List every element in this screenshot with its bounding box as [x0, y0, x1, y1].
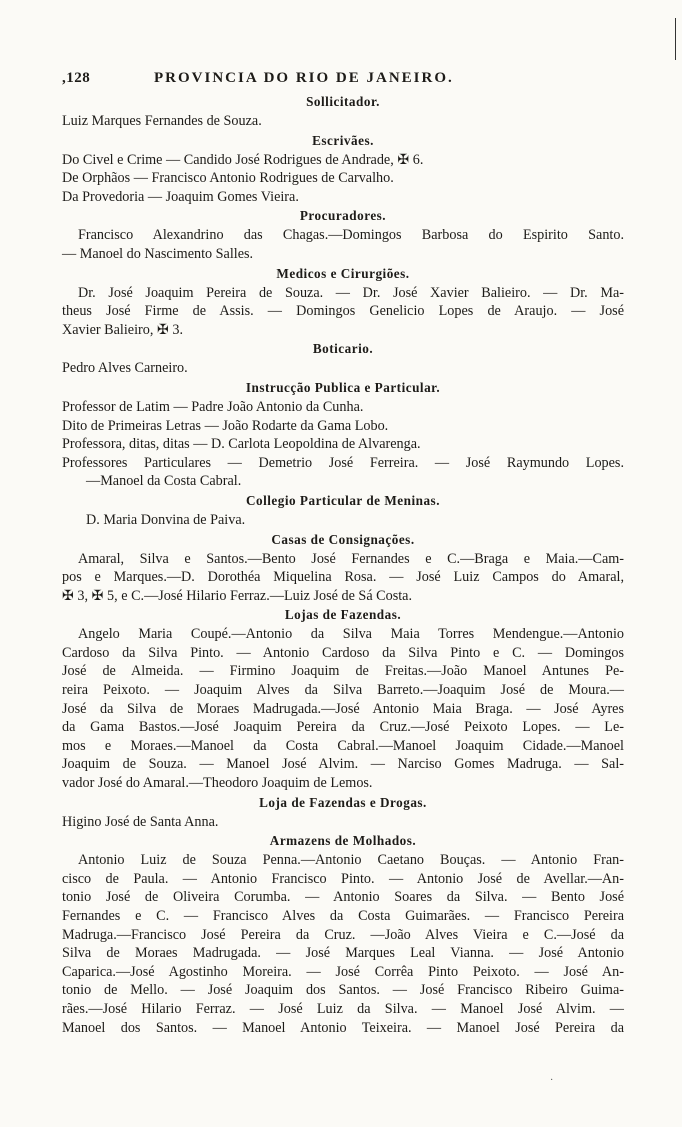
text-line: Cardoso da Silva Pinto. — Antonio Cardoso da Silva Pinto e C. — Domingos	[62, 644, 624, 661]
section-heading: Boticario.	[312, 341, 374, 357]
body-text	[62, 92, 624, 1037]
text-line: Silva de Moraes Madrugada. — José Marques Leal Vianna. — José Antonio	[62, 945, 624, 962]
text-line: D. Maria Donvina de Paiva.	[86, 511, 246, 528]
stray-ink-mark: ·	[550, 1075, 554, 1086]
text-line: Joaquim de Souza. — Manoel José Alvim. — Narciso Gomes Madruga. — Sal-	[62, 756, 624, 773]
text-line: tonio José de Oliveira Corumba. — Antonio Soares da Silva. — Bento José	[62, 889, 624, 906]
text-line: ✠ 3, ✠ 5, e C.—José Hilario Ferraz.—Luiz José de Sá Costa.	[62, 587, 413, 604]
text-line: Dr. José Joaquim Pereira de Souza. — Dr. José Xavier Balieiro. — Dr. Ma-	[78, 284, 624, 301]
text-line: tonio de Mello. — José Joaquim dos Santos. — José Francisco Ribeiro Guima-	[62, 982, 624, 999]
text-line: Fernandes e C. — Francisco Alves da Costa Guimarães. — Francisco Pereira	[62, 908, 624, 924]
text-line: Pedro Alves Carneiro.	[62, 360, 188, 377]
text-line: Da Provedoria — Joaquim Gomes Vieira.	[62, 188, 299, 205]
section-heading: Sollicitador.	[306, 94, 380, 109]
section-heading: Armazens de Molhados.	[269, 833, 417, 849]
text-line: reira Peixoto. — Joaquim Alves da Silva Barreto.—Joaquim José de Moura.—	[62, 682, 624, 699]
text-line: José de Almeida. — Firmino Joaquim de Freitas.—João Manoel Antunes Pe-	[62, 663, 624, 680]
section-heading: Procuradores.	[299, 208, 387, 224]
section-heading: Medicos e Cirurgiões.	[276, 265, 410, 281]
text-line: Francisco Alexandrino das Chagas.—Domingos Barbosa do Espirito Santo.	[78, 227, 624, 244]
text-line: De Orphãos — Francisco Antonio Rodrigues de Carvalho.	[62, 170, 394, 187]
text-line: da Gama Bastos.—José Joaquim Pereira da Cruz.—José Peixoto Lopes. — Le-	[62, 719, 624, 736]
text-line: pos e Marques.—D. Dorothéa Miquelina Rosa. — José Luiz Campos do Amaral,	[62, 569, 624, 586]
section-heading: Collegio Particular de Meninas.	[245, 492, 440, 508]
text-line: mos e Moraes.—Manoel da Costa Cabral.—Manoel Joaquim Cidade.—Manoel	[62, 737, 624, 754]
text-line: Xavier Balieiro, ✠ 3.	[62, 321, 184, 338]
text-line: rães.—José Hilario Ferraz. — José Luiz da Silva. — Manoel José Alvim. —	[62, 1000, 624, 1017]
text-line: — Manoel do Nascimento Salles.	[62, 245, 254, 262]
section-heading: Casas de Consignações.	[271, 531, 415, 547]
running-title: PROVINCIA DO RIO DE JANEIRO.	[154, 70, 454, 86]
text-line: Antonio Luiz de Souza Penna.—Antonio Caetano Bouças. — Antonio Fran-	[78, 852, 624, 869]
text-line: Luiz Marques Fernandes de Souza.	[62, 113, 262, 129]
section-heading: Escrivães.	[312, 132, 374, 148]
text-line: Professor de Latim — Padre João Antonio da Cunha.	[62, 398, 364, 415]
document-page	[62, 70, 624, 1037]
text-line: Madruga.—Francisco José Pereira da Cruz. —João Alves Vieira e C.—José da	[62, 926, 624, 943]
text-line: Caparica.—José Agostinho Moreira. — José Corrêa Pinto Peixoto. — José An-	[62, 963, 624, 980]
section-heading: Lojas de Fazendas.	[284, 607, 402, 623]
text-line: Dito de Primeiras Letras — João Rodarte da Gama Lobo.	[62, 417, 389, 434]
margin-rule	[675, 18, 676, 60]
text-line: Amaral, Silva e Santos.—Bento José Fernandes e C.—Braga e Maia.—Cam-	[78, 550, 624, 567]
page-number: ,128	[62, 70, 91, 86]
running-head	[62, 70, 624, 92]
text-line: Professora, ditas, ditas — D. Carlota Leopoldina de Alvarenga.	[62, 436, 421, 453]
text-line: cisco de Paula. — Antonio Francisco Pinto. — Antonio José de Avellar.—An-	[62, 870, 624, 887]
text-line: Do Civel e Crime — Candido José Rodrigues de Andrade, ✠ 6.	[62, 151, 424, 168]
text-line: vador José do Amaral.—Theodoro Joaquim de Lemos.	[62, 775, 373, 792]
text-line: Manoel dos Santos. — Manoel Antonio Teixeira. — Manoel José Pereira da	[62, 1019, 624, 1036]
text-line: Angelo Maria Coupé.—Antonio da Silva Maia Torres Mendengue.—Antonio	[78, 626, 624, 643]
text-line: theus José Firme de Assis. — Domingos Genelicio Lopes de Araujo. — José	[62, 303, 624, 320]
section-heading: Loja de Fazendas e Drogas.	[259, 794, 427, 810]
text-line: José da Silva de Moraes Madrugada.—José Antonio Maia Braga. — José Ayres	[62, 700, 624, 717]
text-line: —Manoel da Costa Cabral.	[86, 473, 242, 490]
text-line: Professores Particulares — Demetrio José Ferreira. — José Raymundo Lopes.	[62, 454, 624, 471]
section-heading: Instrucção Publica e Particular.	[245, 379, 441, 395]
text-line: Higino José de Santa Anna.	[62, 813, 219, 830]
